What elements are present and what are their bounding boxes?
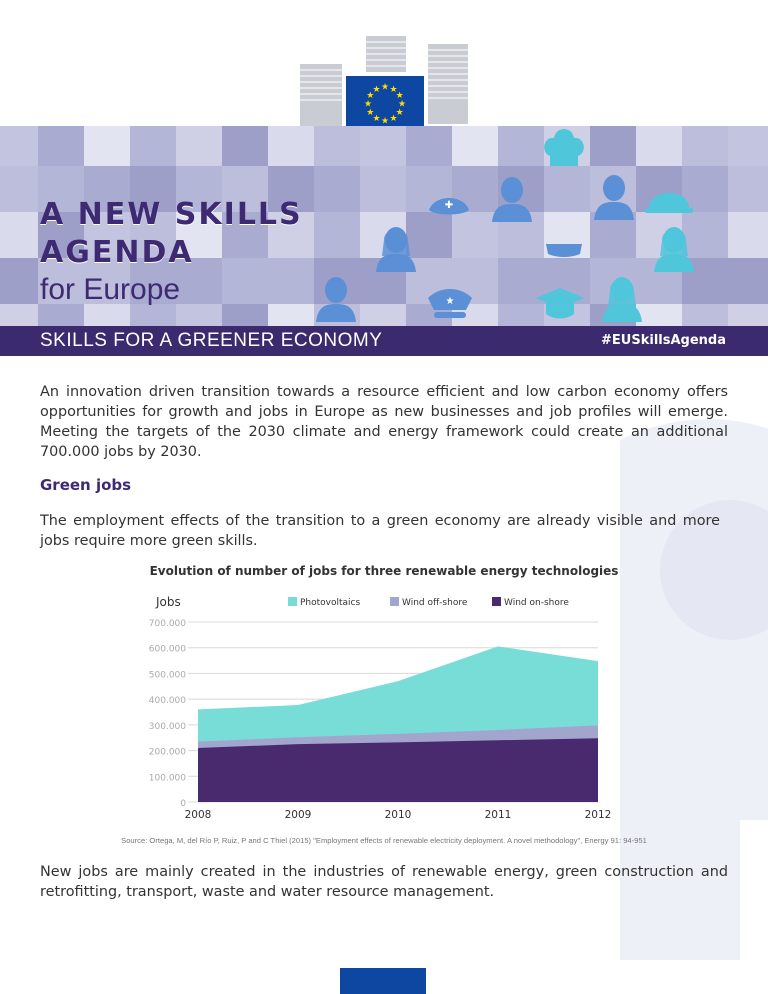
y-axis-label: Jobs [156, 595, 181, 609]
x-tick-label: 2010 [384, 809, 412, 821]
bottom-brand-block [340, 968, 426, 994]
hashtag: #EUSkillsAgenda [601, 333, 726, 348]
eu-flag-icon [346, 76, 424, 130]
eu-star-icon: ★ [372, 84, 381, 95]
page-title [40, 196, 303, 308]
section-paragraph: The employment effects of the transition to a green economy are already visible and more jobs require more green skills. [40, 513, 720, 549]
legend-label: Photovoltaics [300, 598, 361, 608]
x-tick-label: 2012 [584, 809, 612, 821]
woman-2-icon [654, 227, 694, 272]
eu-star-icon: ★ [380, 116, 390, 127]
x-tick-label: 2009 [284, 809, 312, 821]
y-tick-label: 300.000 [148, 721, 186, 732]
woman-icon [376, 227, 416, 272]
chart-source: Source: Ortega, M, del Río P, Ruiz, P and C Thiel (2015) "Employment effects of renewable electricity deployment. A novel methodology", Energy 91: 94-951 [121, 836, 647, 845]
eu-star-icon: ★ [372, 114, 381, 125]
y-tick-label: 100.000 [148, 773, 186, 784]
legend-label: Wind on-shore [504, 598, 569, 608]
strip-title: SKILLS FOR A GREENER ECONOMY [40, 330, 383, 351]
legend-swatch [492, 597, 501, 606]
y-tick-label: 400.000 [148, 696, 186, 707]
y-tick-label: 0 [180, 799, 186, 809]
x-tick-label: 2008 [184, 809, 212, 821]
eu-star-icon: ★ [380, 82, 390, 93]
title-line3: for Europe [40, 273, 181, 306]
eu-star-icon: ★ [389, 84, 398, 95]
woman-3-icon [602, 277, 642, 322]
area-chart [0, 586, 768, 836]
legend-swatch [288, 597, 297, 606]
y-tick-label: 200.000 [148, 747, 186, 758]
title-line2: AGENDA [40, 235, 194, 270]
police-cap-icon [428, 289, 472, 318]
chart-title: Evolution of number of jobs for three renewable energy technologies [149, 564, 619, 578]
worker-icon [492, 177, 532, 222]
chef-hat-icon [544, 129, 584, 166]
eu-star-icon: ★ [366, 91, 375, 101]
eu-star-icon: ★ [363, 99, 373, 110]
eu-star-icon: ★ [389, 114, 398, 125]
y-tick-label: 500.000 [148, 670, 186, 681]
svg-text:★: ★ [445, 296, 455, 307]
intro-paragraph: An innovation driven transition towards a resource efficient and low carbon economy offers opportunities for growth and jobs in Europe as new businesses and job profiles will emerge. Meeting the targets of the 2030 climate and energy framework could create an additional 700.000 jobs by 2030. [40, 384, 728, 460]
legend-label: Wind off-shore [402, 598, 468, 608]
nurse-cap-icon [429, 198, 469, 215]
closing-paragraph: New jobs are mainly created in the industries of renewable energy, green construction and retrofitting, transport, waste and water resource management. [40, 864, 728, 900]
svg-text:✚: ✚ [444, 200, 454, 211]
eu-star-icon: ★ [395, 108, 404, 118]
graduation-cap-icon [536, 288, 584, 319]
section-heading: Green jobs [40, 476, 132, 494]
y-tick-label: 700.000 [148, 619, 186, 629]
series-area-wind-on-shore [198, 738, 598, 802]
hard-hat-icon [645, 193, 693, 213]
legend-swatch [390, 597, 399, 606]
eu-star-icon: ★ [366, 108, 375, 118]
eu-star-icon: ★ [395, 91, 404, 101]
eu-star-icon: ★ [397, 99, 407, 110]
y-tick-label: 600.000 [148, 644, 186, 655]
subtitle-strip [0, 326, 768, 356]
sailor-cap-icon [546, 244, 582, 257]
person-icon [594, 175, 634, 220]
x-tick-label: 2011 [484, 809, 512, 821]
title-line1: A NEW SKILLS [40, 197, 303, 232]
man-icon [316, 277, 356, 322]
